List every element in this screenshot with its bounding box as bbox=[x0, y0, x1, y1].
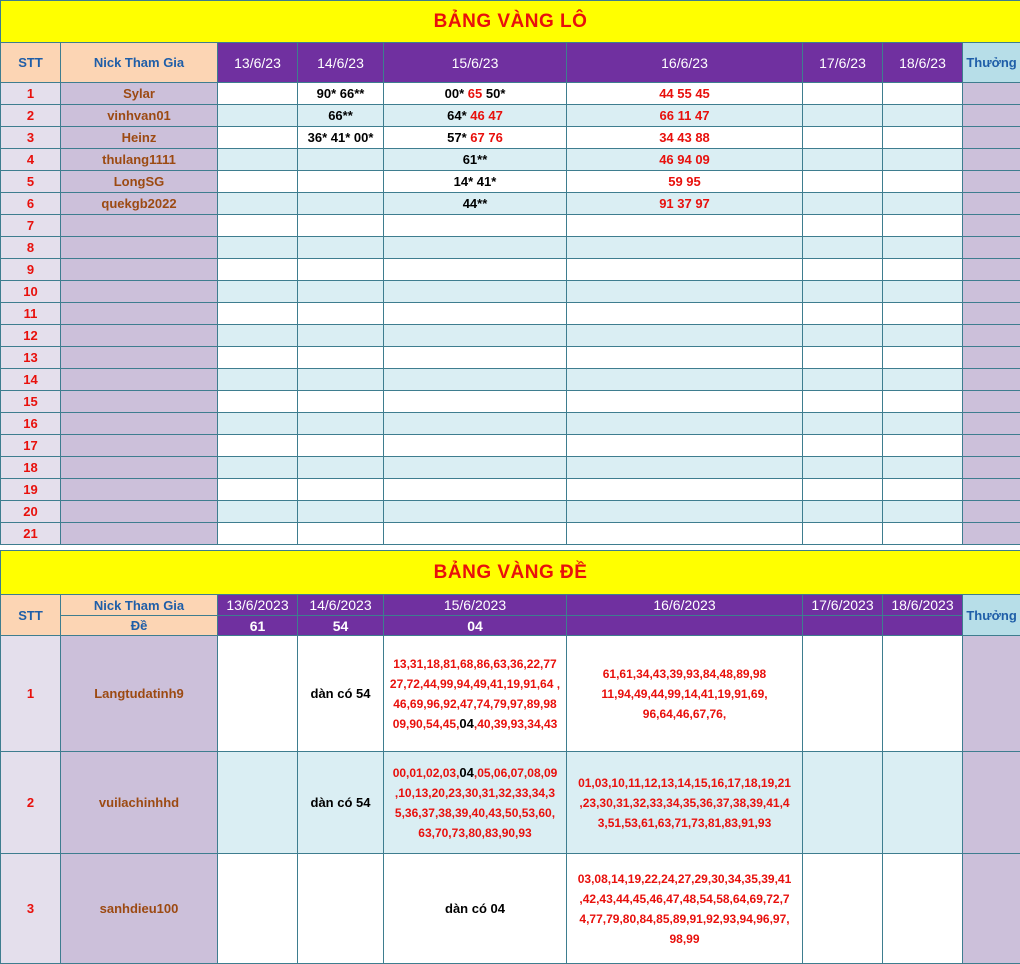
cell bbox=[218, 215, 298, 237]
reward-cell bbox=[963, 369, 1020, 391]
cell bbox=[567, 281, 803, 303]
date-header: 18/6/2023 bbox=[883, 595, 963, 616]
reward-cell bbox=[963, 83, 1020, 105]
date-header: 17/6/2023 bbox=[803, 595, 883, 616]
row-nick bbox=[61, 215, 218, 237]
cell bbox=[384, 325, 567, 347]
cell bbox=[298, 523, 384, 545]
row-nick: Heinz bbox=[61, 127, 218, 149]
cell bbox=[298, 479, 384, 501]
cell bbox=[803, 752, 883, 854]
cell bbox=[883, 237, 963, 259]
row-nick bbox=[61, 501, 218, 523]
row-stt: 18 bbox=[1, 457, 61, 479]
cell bbox=[883, 83, 963, 105]
de-result bbox=[803, 616, 883, 636]
cell bbox=[298, 347, 384, 369]
cell bbox=[298, 457, 384, 479]
de-label: Đề bbox=[61, 616, 218, 636]
row-stt: 5 bbox=[1, 171, 61, 193]
lo-row bbox=[1, 237, 1020, 259]
cell bbox=[218, 149, 298, 171]
date-header: 15/6/23 bbox=[384, 43, 567, 83]
de-result: 54 bbox=[298, 616, 384, 636]
row-nick: sanhdieu100 bbox=[61, 854, 218, 964]
cell: 36* 41* 00* bbox=[298, 127, 384, 149]
cell bbox=[803, 303, 883, 325]
cell bbox=[218, 369, 298, 391]
reward-cell bbox=[963, 347, 1020, 369]
row-nick: Sylar bbox=[61, 83, 218, 105]
cell bbox=[384, 501, 567, 523]
cell bbox=[803, 854, 883, 964]
row-stt: 21 bbox=[1, 523, 61, 545]
cell bbox=[218, 636, 298, 752]
row-nick bbox=[61, 281, 218, 303]
cell bbox=[298, 325, 384, 347]
cell bbox=[803, 149, 883, 171]
cell bbox=[567, 237, 803, 259]
cell bbox=[803, 501, 883, 523]
lo-row bbox=[1, 281, 1020, 303]
cell: dàn có 54 bbox=[298, 752, 384, 854]
nick-header: Nick Tham Gia bbox=[61, 43, 218, 83]
lo-row bbox=[1, 435, 1020, 457]
cell bbox=[803, 435, 883, 457]
cell bbox=[803, 237, 883, 259]
row-stt: 13 bbox=[1, 347, 61, 369]
de-result: 04 bbox=[384, 616, 567, 636]
reward-cell bbox=[963, 523, 1020, 545]
lo-row bbox=[1, 325, 1020, 347]
cell bbox=[803, 281, 883, 303]
cell: 66 11 47 bbox=[567, 105, 803, 127]
cell bbox=[883, 391, 963, 413]
cell: dàn có 54 bbox=[298, 636, 384, 752]
row-nick: vinhvan01 bbox=[61, 105, 218, 127]
cell bbox=[218, 435, 298, 457]
reward-cell bbox=[963, 105, 1020, 127]
cell bbox=[803, 171, 883, 193]
dan-cell: 01,03,10,11,12,13,14,15,16,17,18,19,21 ,23,30,31,32,33,34,35,36,37,38,39,41,4 3,51,53,61,63,71,73,81,83,91,93 bbox=[567, 752, 803, 854]
de-result bbox=[883, 616, 963, 636]
cell bbox=[883, 127, 963, 149]
cell bbox=[218, 501, 298, 523]
cell bbox=[298, 281, 384, 303]
row-nick bbox=[61, 369, 218, 391]
cell bbox=[384, 237, 567, 259]
cell bbox=[567, 215, 803, 237]
de-result bbox=[567, 616, 803, 636]
cell bbox=[218, 303, 298, 325]
cell bbox=[218, 413, 298, 435]
cell bbox=[384, 413, 567, 435]
cell bbox=[384, 347, 567, 369]
cell bbox=[384, 479, 567, 501]
cell: 34 43 88 bbox=[567, 127, 803, 149]
cell bbox=[218, 457, 298, 479]
cell bbox=[883, 479, 963, 501]
row-stt: 12 bbox=[1, 325, 61, 347]
lo-row bbox=[1, 457, 1020, 479]
cell bbox=[883, 303, 963, 325]
row-stt: 2 bbox=[1, 105, 61, 127]
cell bbox=[803, 391, 883, 413]
cell bbox=[803, 457, 883, 479]
row-nick: LongSG bbox=[61, 171, 218, 193]
cell bbox=[218, 281, 298, 303]
dan-cell: 00,01,02,03,04,05,06,07,08,09 ,10,13,20,23,30,31,32,33,34,3 5,36,37,38,39,40,43,50,53,60, 63,70,73,80,83,90,93 bbox=[384, 752, 567, 854]
row-nick: Langtudatinh9 bbox=[61, 636, 218, 752]
row-stt: 1 bbox=[1, 83, 61, 105]
cell bbox=[803, 83, 883, 105]
cell bbox=[298, 215, 384, 237]
cell bbox=[218, 83, 298, 105]
de-result: 61 bbox=[218, 616, 298, 636]
cell bbox=[567, 303, 803, 325]
row-stt: 15 bbox=[1, 391, 61, 413]
cell bbox=[803, 413, 883, 435]
row-stt: 8 bbox=[1, 237, 61, 259]
de-table bbox=[0, 550, 1020, 964]
dan-cell: 13,31,18,81,68,86,63,36,22,77 27,72,44,99,94,49,41,19,91,64 , 46,69,96,92,47,74,79,97,89,98 09,90,54,45,04,40,39,93,34,43 bbox=[384, 636, 567, 752]
cell bbox=[298, 435, 384, 457]
date-header: 14/6/23 bbox=[298, 43, 384, 83]
row-nick bbox=[61, 391, 218, 413]
cell bbox=[298, 149, 384, 171]
cell: 59 95 bbox=[567, 171, 803, 193]
cell bbox=[883, 193, 963, 215]
cell bbox=[218, 391, 298, 413]
cell: 00* 65 50* bbox=[384, 83, 567, 105]
cell bbox=[803, 347, 883, 369]
cell bbox=[298, 369, 384, 391]
dan-cell: 03,08,14,19,22,24,27,29,30,34,35,39,41 ,42,43,44,45,46,47,48,54,58,64,69,72,7 4,77,79,80,84,85,89,91,92,93,94,96,97, 98,99 bbox=[567, 854, 803, 964]
lo-row bbox=[1, 347, 1020, 369]
row-nick bbox=[61, 303, 218, 325]
cell bbox=[567, 457, 803, 479]
cell bbox=[298, 237, 384, 259]
reward-cell bbox=[963, 127, 1020, 149]
cell bbox=[567, 391, 803, 413]
cell bbox=[384, 435, 567, 457]
cell bbox=[883, 636, 963, 752]
row-nick bbox=[61, 435, 218, 457]
cell bbox=[803, 105, 883, 127]
cell: 44** bbox=[384, 193, 567, 215]
cell bbox=[883, 752, 963, 854]
cell bbox=[384, 457, 567, 479]
row-stt: 6 bbox=[1, 193, 61, 215]
cell bbox=[883, 215, 963, 237]
de-title: BẢNG VÀNG ĐỀ bbox=[1, 551, 1020, 595]
cell bbox=[803, 636, 883, 752]
lo-row bbox=[1, 369, 1020, 391]
reward-cell bbox=[963, 752, 1020, 854]
lo-row bbox=[1, 391, 1020, 413]
reward-cell bbox=[963, 237, 1020, 259]
reward-header: Thưởng bbox=[963, 595, 1020, 636]
cell bbox=[567, 435, 803, 457]
cell: 64* 46 47 bbox=[384, 105, 567, 127]
reward-cell bbox=[963, 215, 1020, 237]
cell bbox=[218, 193, 298, 215]
lo-row bbox=[1, 501, 1020, 523]
reward-cell bbox=[963, 636, 1020, 752]
cell: 66** bbox=[298, 105, 384, 127]
row-nick: thulang1111 bbox=[61, 149, 218, 171]
cell bbox=[298, 391, 384, 413]
row-stt: 20 bbox=[1, 501, 61, 523]
cell bbox=[567, 369, 803, 391]
row-stt: 19 bbox=[1, 479, 61, 501]
cell bbox=[883, 854, 963, 964]
lo-row bbox=[1, 303, 1020, 325]
date-header: 14/6/2023 bbox=[298, 595, 384, 616]
lo-row bbox=[1, 193, 1020, 215]
stt-header: STT bbox=[1, 43, 61, 83]
date-header: 16/6/23 bbox=[567, 43, 803, 83]
cell bbox=[883, 501, 963, 523]
cell bbox=[883, 259, 963, 281]
reward-cell bbox=[963, 281, 1020, 303]
cell bbox=[298, 171, 384, 193]
cell bbox=[298, 854, 384, 964]
date-header: 13/6/23 bbox=[218, 43, 298, 83]
cell bbox=[384, 259, 567, 281]
row-nick bbox=[61, 457, 218, 479]
cell bbox=[883, 523, 963, 545]
cell bbox=[384, 369, 567, 391]
reward-cell bbox=[963, 193, 1020, 215]
reward-header: Thưởng bbox=[963, 43, 1020, 83]
row-stt: 3 bbox=[1, 854, 61, 964]
cell bbox=[803, 479, 883, 501]
reward-cell bbox=[963, 479, 1020, 501]
cell bbox=[218, 127, 298, 149]
winning-number: 04 bbox=[459, 716, 473, 731]
reward-cell bbox=[963, 259, 1020, 281]
cell bbox=[218, 325, 298, 347]
row-nick bbox=[61, 325, 218, 347]
lo-row bbox=[1, 149, 1020, 171]
nick-header: Nick Tham Gia bbox=[61, 595, 218, 616]
lo-row bbox=[1, 171, 1020, 193]
date-header: 15/6/2023 bbox=[384, 595, 567, 616]
row-stt: 1 bbox=[1, 636, 61, 752]
cell bbox=[384, 391, 567, 413]
winning-number: 04 bbox=[459, 765, 473, 780]
row-stt: 16 bbox=[1, 413, 61, 435]
cell: 14* 41* bbox=[384, 171, 567, 193]
cell bbox=[298, 259, 384, 281]
cell bbox=[803, 369, 883, 391]
lo-row bbox=[1, 523, 1020, 545]
reward-cell bbox=[963, 435, 1020, 457]
cell bbox=[218, 523, 298, 545]
reward-cell bbox=[963, 457, 1020, 479]
row-stt: 17 bbox=[1, 435, 61, 457]
cell bbox=[567, 347, 803, 369]
lo-row bbox=[1, 413, 1020, 435]
row-stt: 3 bbox=[1, 127, 61, 149]
row-stt: 14 bbox=[1, 369, 61, 391]
reward-cell bbox=[963, 854, 1020, 964]
cell bbox=[384, 523, 567, 545]
reward-cell bbox=[963, 501, 1020, 523]
cell bbox=[218, 752, 298, 854]
cell bbox=[567, 325, 803, 347]
cell bbox=[567, 501, 803, 523]
cell bbox=[298, 303, 384, 325]
reward-cell bbox=[963, 149, 1020, 171]
reward-cell bbox=[963, 171, 1020, 193]
cell bbox=[803, 325, 883, 347]
row-stt: 10 bbox=[1, 281, 61, 303]
lo-title: BẢNG VÀNG LÔ bbox=[1, 1, 1020, 43]
cell bbox=[883, 325, 963, 347]
cell bbox=[384, 281, 567, 303]
row-stt: 2 bbox=[1, 752, 61, 854]
row-stt: 9 bbox=[1, 259, 61, 281]
lo-row bbox=[1, 215, 1020, 237]
cell bbox=[883, 105, 963, 127]
cell bbox=[384, 303, 567, 325]
cell: 46 94 09 bbox=[567, 149, 803, 171]
row-nick bbox=[61, 259, 218, 281]
lo-row bbox=[1, 259, 1020, 281]
cell: 61** bbox=[384, 149, 567, 171]
cell bbox=[298, 413, 384, 435]
cell bbox=[883, 369, 963, 391]
cell bbox=[883, 281, 963, 303]
cell bbox=[567, 523, 803, 545]
dan-cell: 61,61,34,43,39,93,84,48,89,98 11,94,49,44,99,14,41,19,91,69, 96,64,46,67,76, bbox=[567, 636, 803, 752]
cell bbox=[803, 127, 883, 149]
date-header: 13/6/2023 bbox=[218, 595, 298, 616]
cell bbox=[883, 347, 963, 369]
cell bbox=[384, 215, 567, 237]
row-nick bbox=[61, 523, 218, 545]
cell bbox=[567, 413, 803, 435]
lo-row bbox=[1, 83, 1020, 105]
stt-header: STT bbox=[1, 595, 61, 636]
reward-cell bbox=[963, 303, 1020, 325]
date-header: 17/6/23 bbox=[803, 43, 883, 83]
cell: 57* 67 76 bbox=[384, 127, 567, 149]
cell bbox=[218, 237, 298, 259]
cell bbox=[218, 854, 298, 964]
cell: 91 37 97 bbox=[567, 193, 803, 215]
reward-cell bbox=[963, 413, 1020, 435]
cell: 44 55 45 bbox=[567, 83, 803, 105]
cell bbox=[883, 435, 963, 457]
lo-row bbox=[1, 127, 1020, 149]
cell bbox=[298, 501, 384, 523]
cell bbox=[567, 479, 803, 501]
cell bbox=[218, 171, 298, 193]
cell bbox=[218, 105, 298, 127]
row-nick bbox=[61, 479, 218, 501]
row-nick: quekgb2022 bbox=[61, 193, 218, 215]
lo-rows bbox=[1, 83, 1020, 545]
row-stt: 4 bbox=[1, 149, 61, 171]
row-nick bbox=[61, 347, 218, 369]
lo-row bbox=[1, 479, 1020, 501]
cell bbox=[803, 523, 883, 545]
cell bbox=[883, 413, 963, 435]
row-nick: vuilachinhhd bbox=[61, 752, 218, 854]
row-stt: 7 bbox=[1, 215, 61, 237]
cell bbox=[218, 259, 298, 281]
cell bbox=[883, 457, 963, 479]
cell bbox=[218, 347, 298, 369]
cell: dàn có 04 bbox=[384, 854, 567, 964]
cell bbox=[803, 215, 883, 237]
cell bbox=[883, 149, 963, 171]
row-nick bbox=[61, 237, 218, 259]
row-stt: 11 bbox=[1, 303, 61, 325]
cell: 90* 66** bbox=[298, 83, 384, 105]
reward-cell bbox=[963, 391, 1020, 413]
date-header: 18/6/23 bbox=[883, 43, 963, 83]
cell bbox=[218, 479, 298, 501]
cell bbox=[883, 171, 963, 193]
cell bbox=[567, 259, 803, 281]
cell bbox=[803, 193, 883, 215]
row-nick bbox=[61, 413, 218, 435]
cell bbox=[803, 259, 883, 281]
lo-row bbox=[1, 105, 1020, 127]
reward-cell bbox=[963, 325, 1020, 347]
date-header: 16/6/2023 bbox=[567, 595, 803, 616]
cell bbox=[298, 193, 384, 215]
